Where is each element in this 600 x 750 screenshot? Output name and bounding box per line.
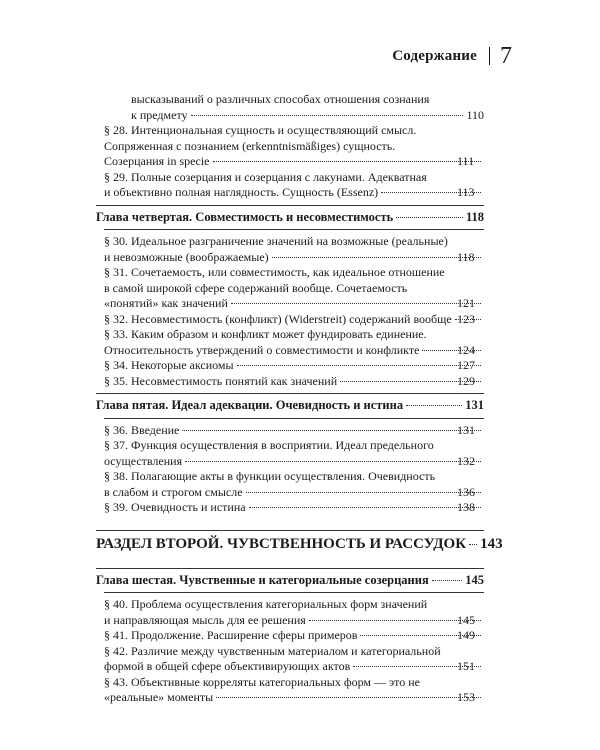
dot-leader [396,217,463,218]
toc-last-line: § 41. Продолжение. Расширение сферы примеров 149 [131,628,484,644]
toc-line: § 30. Идеальное разграничение значений на возможные (реальные) [104,234,448,248]
dot-leader [272,257,481,258]
toc-entry-e10 [96,398,484,414]
toc-title: Относительность утверждений о совместимости и конфликте [104,342,420,357]
spacer [96,516,484,526]
dot-leader [185,461,481,462]
dot-leader [360,635,481,636]
dot-leader [469,544,477,545]
toc-entry-e13 [104,469,484,500]
toc-entry-e18 [104,628,484,644]
running-title: Содержание [392,47,477,64]
toc-entry-e16 [96,573,484,589]
toc-last-line: «понятий» как значений 121 [131,296,484,312]
section-rule [96,393,484,394]
toc-entry-e6 [104,312,484,328]
toc-page-number: 143 [480,535,503,552]
table-of-contents [96,92,503,706]
toc-title: РАЗДЕЛ ВТОРОЙ. ЧУВСТВЕННОСТЬ И РАССУДОК [96,535,467,552]
toc-line: в самой широкой сфере содержаний вообще. Сочетаемость [104,280,408,295]
toc-entry-e3 [96,210,484,226]
toc-page-number: 118 [465,209,484,224]
toc-last-line: Относительность утверждений о совместимости и конфликте 124 [131,343,484,359]
toc-title: Созерцания in specie [104,154,210,168]
toc-entry-e12 [104,438,484,469]
toc-last-line: § 34. Некоторые аксиомы 127 [131,358,484,374]
dot-leader [213,161,482,162]
spacer [96,554,484,564]
toc-line: § 28. Интенциональная сущность и осуществляющий смысл. [104,123,417,137]
toc-line: высказываний о различных способах отношения сознания [131,92,430,106]
toc-entry-e20 [104,675,484,706]
toc-last-line [96,535,503,554]
toc-last-line: § 36. Введение 131 [131,423,484,439]
toc-entry-e1 [104,123,484,170]
section-rule [104,592,484,593]
toc-title: § 34. Некоторые аксиомы [104,358,234,372]
toc-last-line [131,108,484,124]
toc-last-line: Созерцания in specie 111 [131,154,484,170]
section-rule [96,205,484,206]
toc-title: § 35. Несовместимость понятий как значений [104,373,338,388]
toc-title: § 36. Введение [104,422,180,437]
toc-title: и направляющая мысль для ее решения [104,612,306,627]
dot-leader [216,697,481,698]
toc-entry-e7 [104,327,484,358]
section-rule [104,229,484,230]
toc-title: и объективно полная наглядность. Сущность (Essenz) [104,185,379,199]
toc-title: Глава шестая. Чувственные и категориальные созерцания [96,572,429,587]
toc-entry-e2 [104,170,484,201]
toc-title: к предмету [131,107,188,122]
toc-page-number: 110 [466,107,484,122]
dot-leader [422,350,481,351]
header-divider [489,47,490,65]
toc-entry-e19 [104,644,484,675]
toc-last-line [96,210,484,226]
dot-leader [455,319,481,320]
toc-line: § 38. Полагающие акты в функции осуществления. Очевидность [104,469,436,483]
toc-line: § 40. Проблема осуществления категориальных форм значений [104,597,428,611]
toc-last-line: и направляющая мысль для ее решения 145 [131,613,484,629]
toc-last-line [96,573,484,589]
running-header [392,44,512,68]
toc-last-line: и невозможные (воображаемые) 118 [131,250,484,266]
toc-line: § 33. Каким образом и конфликт может фундировать единение. [104,327,427,341]
dot-leader [249,507,481,508]
dot-leader [340,381,481,382]
toc-last-line [96,398,484,414]
toc-title: «реальные» моменты [104,690,214,704]
toc-title: § 41. Продолжение. Расширение сферы примеров [104,628,358,642]
dot-leader [231,303,481,304]
toc-entry-e4 [104,234,484,265]
dot-leader [182,430,481,431]
toc-title: в слабом и строгом смысле [104,484,243,499]
toc-title: «понятий» как значений [104,296,228,310]
toc-title: § 39. Очевидность и истина [104,500,246,514]
toc-title: формой в общей сфере объективирующих актов [104,659,351,673]
toc-line: § 43. Объективные корреляты категориальных форм — это не [104,674,421,689]
toc-entry-e9 [104,374,484,390]
toc-page-number: 145 [465,572,484,587]
toc-page-number: 131 [465,398,484,412]
dot-leader [406,405,462,406]
toc-last-line: и объективно полная наглядность. Сущность (Essenz) 113 [131,185,484,201]
toc-entry-e8 [104,358,484,374]
toc-title: осуществления [104,453,183,468]
dot-leader [237,365,481,366]
dot-leader [432,580,463,581]
toc-title: Глава четвертая. Совместимость и несовместимость [96,209,394,224]
dot-leader [309,620,481,621]
toc-title: и невозможные (воображаемые) [104,249,269,264]
toc-line: Сопряженная с познанием (erkenntnismäßiges) сущность. [104,138,396,153]
page-number: 7 [500,43,512,69]
toc-line: § 37. Функция осуществления в восприятии. Идеал предельного [104,438,434,452]
toc-entry-e14 [104,500,484,516]
toc-title: Глава пятая. Идеал адеквации. Очевидность и истина [96,398,404,412]
section-rule [96,568,484,569]
toc-line: § 31. Сочетаемость, или совместимость, как идеальное отношение [104,265,445,279]
toc-line: § 42. Различие между чувственным материалом и категориальной [104,643,441,658]
section-rule [104,418,484,419]
toc-entry-e11 [104,423,484,439]
section-rule [96,530,484,531]
toc-title: § 32. Несовместимость (конфликт) (Widerstreit) содержаний вообще [104,311,452,326]
toc-last-line: «реальные» моменты 153 [131,690,484,706]
toc-last-line: в слабом и строгом смысле 136 [131,485,484,501]
toc-last-line: § 39. Очевидность и истина 138 [131,500,484,516]
toc-entry-e0 [131,92,484,123]
dot-leader [191,115,464,116]
toc-line: § 29. Полные созерцания и созерцания с лакунами. Адекватная [104,169,427,184]
dot-leader [381,192,481,193]
toc-last-line: § 35. Несовместимость понятий как значений 129 [131,374,484,390]
toc-last-line: § 32. Несовместимость (конфликт) (Widerstreit) содержаний вообще 123 [131,312,484,328]
dot-leader [246,492,481,493]
dot-leader [353,666,481,667]
toc-last-line: осуществления 132 [131,454,484,470]
toc-last-line: формой в общей сфере объективирующих актов 151 [131,659,484,675]
toc-entry-e15 [96,535,503,554]
toc-entry-e17 [104,597,484,628]
toc-entry-e5 [104,265,484,312]
